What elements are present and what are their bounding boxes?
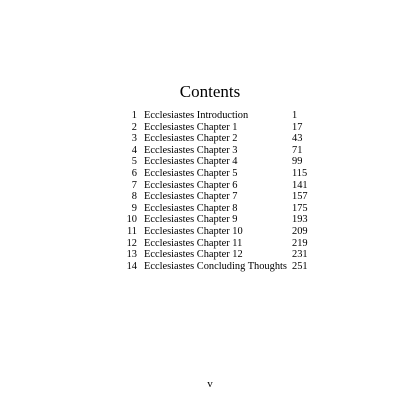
toc-entry [118,214,328,226]
toc-entry-title: Ecclesiastes Chapter 1 [144,121,238,133]
page-title: Contents [179,82,241,101]
toc-entry-title: Ecclesiastes Chapter 11 [144,237,243,249]
toc-entry-title: Ecclesiastes Chapter 9 [144,214,238,226]
toc-entry [118,145,328,157]
toc-entry-number: 6 [131,167,137,179]
toc-entry-page: 219 [292,237,308,249]
toc-entry-number: 13 [126,249,137,261]
toc-entry [118,203,328,215]
toc-entry-number: 12 [126,237,137,249]
toc-entry-title: Ecclesiastes Chapter 7 [144,191,238,203]
toc-entry-page: 251 [292,260,308,272]
page-number: v [207,378,213,390]
toc-entry-number: 4 [131,144,137,156]
toc-entry-page: 71 [292,144,303,156]
toc-entry-title: Ecclesiastes Chapter 6 [144,179,238,191]
table-of-contents [118,110,328,272]
toc-entry-page: 1 [292,110,298,121]
toc-entry-page: 17 [292,121,303,133]
toc-entry-title: Ecclesiastes Chapter 4 [144,156,238,168]
toc-entry-page: 175 [292,202,308,214]
toc-entry-number: 9 [131,202,137,214]
toc-entry-number: 7 [131,179,137,191]
toc-entry-title: Ecclesiastes Concluding Thoughts [144,260,287,272]
toc-entry-title: Ecclesiastes Chapter 5 [144,167,238,179]
toc-entry-title: Ecclesiastes Chapter 8 [144,202,238,214]
toc-entry [118,180,328,192]
toc-entry-page: 231 [292,249,308,261]
toc-entry-number: 14 [126,260,137,272]
toc-entry-number: 10 [126,214,137,226]
toc-entry-page: 209 [292,225,308,237]
toc-entry-title: Ecclesiastes Chapter 10 [144,225,243,237]
toc-entry [118,261,328,273]
toc-entry [118,110,328,122]
toc-entry-title: Ecclesiastes Chapter 3 [144,144,238,156]
toc-entry [118,156,328,168]
toc-entry-number: 5 [131,156,137,168]
toc-entry-number: 2 [131,121,137,133]
toc-entry-page: 193 [292,214,308,226]
toc-entry-page: 141 [292,179,308,191]
toc-entry-number: 11 [126,225,137,237]
toc-entry [118,249,328,261]
toc-entry-number: 1 [131,110,137,121]
toc-entry-number: 3 [131,133,137,145]
toc-entry-page: 115 [292,167,308,179]
toc-entry-title: Ecclesiastes Chapter 12 [144,249,243,261]
toc-entry-page: 99 [292,156,303,168]
toc-entry [118,191,328,203]
toc-entry-page: 157 [292,191,308,203]
toc-entry [118,238,328,250]
toc-entry [118,122,328,134]
toc-entry-title: Ecclesiastes Chapter 2 [144,133,238,145]
toc-entry-number: 8 [131,191,137,203]
toc-entry [118,168,328,180]
toc-entry [118,133,328,145]
toc-entry [118,226,328,238]
toc-entry-title: Ecclesiastes Introduction [144,110,249,121]
toc-entry-page: 43 [292,133,303,145]
